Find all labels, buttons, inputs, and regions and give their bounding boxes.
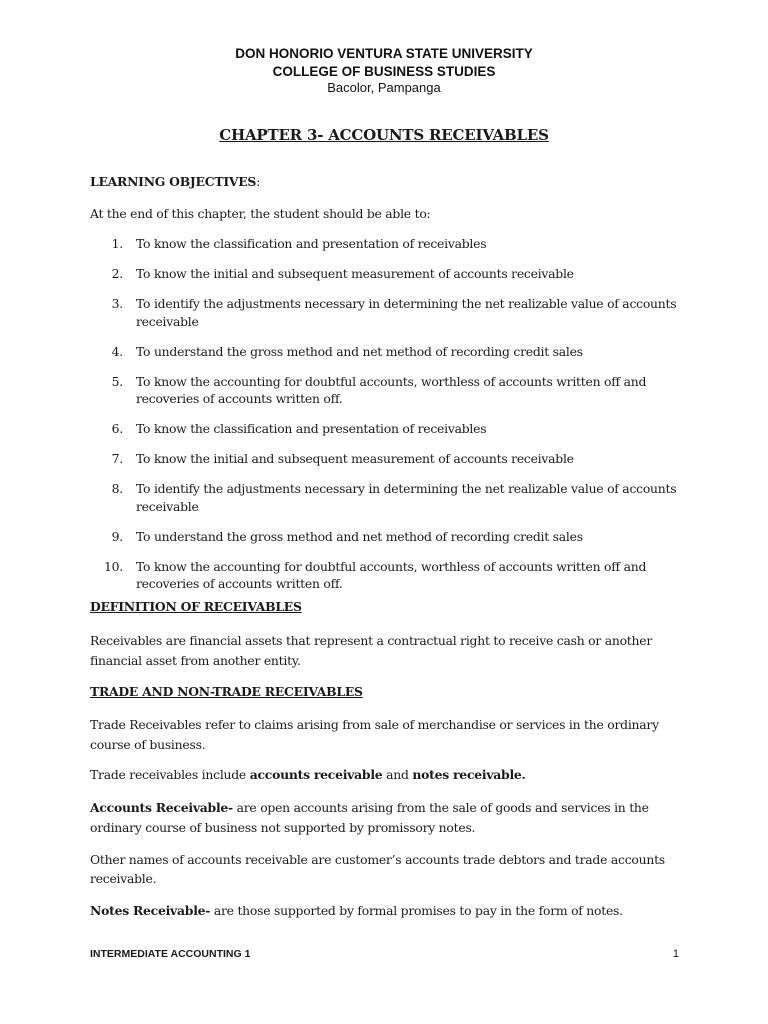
list-item-number: 9. [111, 528, 123, 544]
list-item-number: 1. [111, 236, 123, 251]
list-item-text: To know the classification and presentation of receivables [136, 236, 487, 251]
definition-text: Receivables are financial assets that represent a contractual right to receive cash or another financial asset from another entity. [90, 633, 652, 668]
list-item-text: To know the initial and subsequent measurement of accounts receivable [136, 451, 574, 466]
chapter-title: CHAPTER 3- ACCOUNTS RECEIVABLES [219, 126, 549, 144]
university-location: Bacolor, Pampanga [327, 80, 441, 95]
list-item [90, 235, 690, 253]
list-item [90, 343, 690, 361]
university-name: DON HONORIO VENTURA STATE UNIVERSITY [235, 46, 533, 61]
list-item-text: To know the classification and presentation of receivables [136, 421, 487, 436]
list-item-number: 10. [104, 558, 123, 574]
notes-receivable-label: Notes Receivable- [90, 903, 211, 918]
list-item-text: To understand the gross method and net method of recording credit sales [136, 528, 583, 544]
list-item-number: 3. [111, 296, 123, 311]
list-item-number: 5. [111, 373, 123, 389]
trade-p2-mid: and [382, 767, 413, 782]
list-item-text: To know the initial and subsequent measurement of accounts receivable [136, 266, 574, 281]
list-item-number: 8. [111, 481, 123, 496]
list-item [90, 558, 690, 593]
trade-paragraph-1: Trade Receivables refer to claims arising from sale of merchandise or services in the ordinary course of business. [90, 717, 659, 752]
list-item [90, 528, 690, 546]
notes-receivable-term: notes receivable. [412, 767, 526, 782]
objectives-list [90, 235, 690, 605]
notes-receivable-text: are those supported by formal promises to pay in the form of notes. [210, 903, 623, 918]
list-item-number: 2. [111, 266, 123, 281]
list-item [90, 420, 690, 438]
list-item-number: 6. [111, 421, 123, 436]
list-item-text: To identify the adjustments necessary in determining the net realizable value of accounts receivable [136, 296, 677, 329]
notes-receivable-definition [90, 902, 690, 920]
trade-paragraph-2 [90, 766, 690, 784]
trade-p2-pre: Trade receivables include [90, 767, 250, 782]
college-name: COLLEGE OF BUSINESS STUDIES [272, 64, 496, 79]
list-item [90, 265, 690, 283]
objectives-intro: At the end of this chapter, the student should be able to: [90, 206, 431, 221]
list-item-number: 7. [111, 451, 123, 466]
list-item [90, 480, 690, 515]
accounts-receivable-text: are open accounts arising from the sale of goods and services in the ordinary course of business not supported by promissory notes. [90, 800, 649, 835]
list-item-text: To identify the adjustments necessary in determining the net realizable value of accounts receivable [136, 481, 677, 514]
footer-course: INTERMEDIATE ACCOUNTING 1 [90, 948, 251, 960]
learning-objectives-heading [90, 173, 690, 191]
list-item [90, 450, 690, 468]
learning-objectives-heading-text: LEARNING OBJECTIVES [90, 174, 257, 189]
accounts-receivable-definition [90, 798, 690, 838]
trade-heading: TRADE AND NON-TRADE RECEIVABLES [90, 684, 363, 699]
definition-heading: DEFINITION OF RECEIVABLES [90, 599, 302, 614]
list-item-text: To know the accounting for doubtful accounts, worthless of accounts written off and recoveries of accounts written off. [136, 558, 647, 591]
list-item [90, 373, 690, 408]
other-names-paragraph: Other names of accounts receivable are customer’s accounts trade debtors and trade accounts receivable. [90, 852, 665, 886]
list-item [90, 295, 690, 330]
accounts-receivable-label: Accounts Receivable- [90, 800, 233, 815]
list-item-text: To understand the gross method and net method of recording credit sales [136, 343, 583, 359]
accounts-receivable-term: accounts receivable [249, 767, 383, 782]
list-item-number: 4. [111, 343, 123, 359]
list-item-text: To know the accounting for doubtful accounts, worthless of accounts written off and recoveries of accounts written off. [136, 373, 647, 406]
page-number: 1 [672, 948, 679, 960]
learning-objectives-colon: : [256, 174, 261, 189]
